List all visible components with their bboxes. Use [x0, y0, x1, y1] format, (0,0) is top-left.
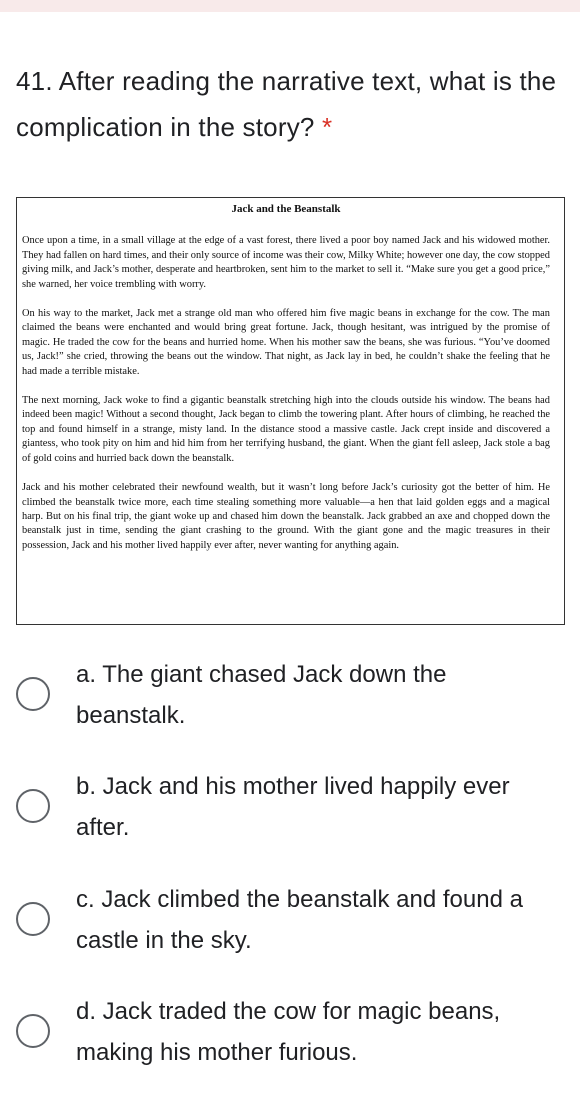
option-c-label: c. Jack climbed the beanstalk and found a castle in the sky.: [76, 886, 523, 954]
radio-button-a[interactable]: [16, 677, 50, 711]
passage-title: Jack and the Beanstalk: [231, 203, 341, 215]
required-asterisk: *: [322, 112, 333, 142]
option-d-label: d. Jack traded the cow for magic beans, making his mother furious.: [76, 998, 501, 1066]
question-title: [16, 58, 564, 150]
option-d[interactable]: [16, 991, 564, 1081]
question-text: 41. After reading the narrative text, what is the complication in the story?: [16, 66, 557, 142]
passage-image: [16, 197, 565, 625]
radio-button-c[interactable]: [16, 902, 50, 936]
option-b[interactable]: [16, 766, 564, 856]
option-c[interactable]: [16, 879, 564, 969]
radio-button-d[interactable]: [16, 1014, 50, 1048]
option-b-label: b. Jack and his mother lived happily ever after.: [76, 773, 510, 841]
option-a-label: a. The giant chased Jack down the beanstalk.: [76, 661, 447, 729]
passage-paragraph-4: Jack and his mother celebrated their newfound wealth, but it wasn’t long before Jack’s curiosity got the better of him. He climbed the beanstalk twice more, each time stealing something more valuable—a hen that laid golden eggs and a magical harp. But on his final trip, the giant woke up and chased him down the beanstalk. Jack grabbed an axe and chopped down the beanstalk just in time, sending the giant crashing to the ground. With the giant gone and the magic treasures in their possession, Jack and his mother lived happily ever after, never wanting for anything again.: [22, 482, 550, 551]
passage-paragraph-1: Once upon a time, in a small village at the edge of a vast forest, there lived a poor boy named Jack and his widowed mother. They had fallen on hard times, and their only source of income was their cow, Milky White; however one day, the cow stopped giving milk, and Jack’s mother, desperate and heartbroken, sent him to the market to sell it. “Make sure you get a good price,” she warned, her voice trembling with worry.: [22, 235, 550, 290]
passage-paragraph-2: On his way to the market, Jack met a strange old man who offered him five magic beans in exchange for the cow. The man claimed the beans were enchanted and would bring great fortune. Jack, though hesitant, was intrigued by the promise of magic. He traded the cow for the beans and hurried home. When his mother saw the beans, she was furious. “You’ve doomed us, Jack!” she cried, throwing the beans out the window. That night, as Jack lay in bed, he couldn’t shake the feeling that he had made a terrible mistake.: [22, 308, 550, 377]
passage-paragraph-3: The next morning, Jack woke to find a gigantic beanstalk stretching high into the clouds outside his window. The beans had indeed been magic! Without a second thought, Jack began to climb the towering plant. After hours of climbing, he reached the top and found himself in a strange, misty land. In the distance stood a massive castle. Jack crept inside and discovered a giantess, who took pity on him and hid him from her terrifying husband, the giant. When the giant fell asleep, Jack stole a bag of gold coins and hurried back down the beanstalk.: [22, 395, 550, 464]
top-strip: [0, 0, 580, 12]
option-a[interactable]: [16, 654, 564, 744]
radio-button-b[interactable]: [16, 789, 50, 823]
